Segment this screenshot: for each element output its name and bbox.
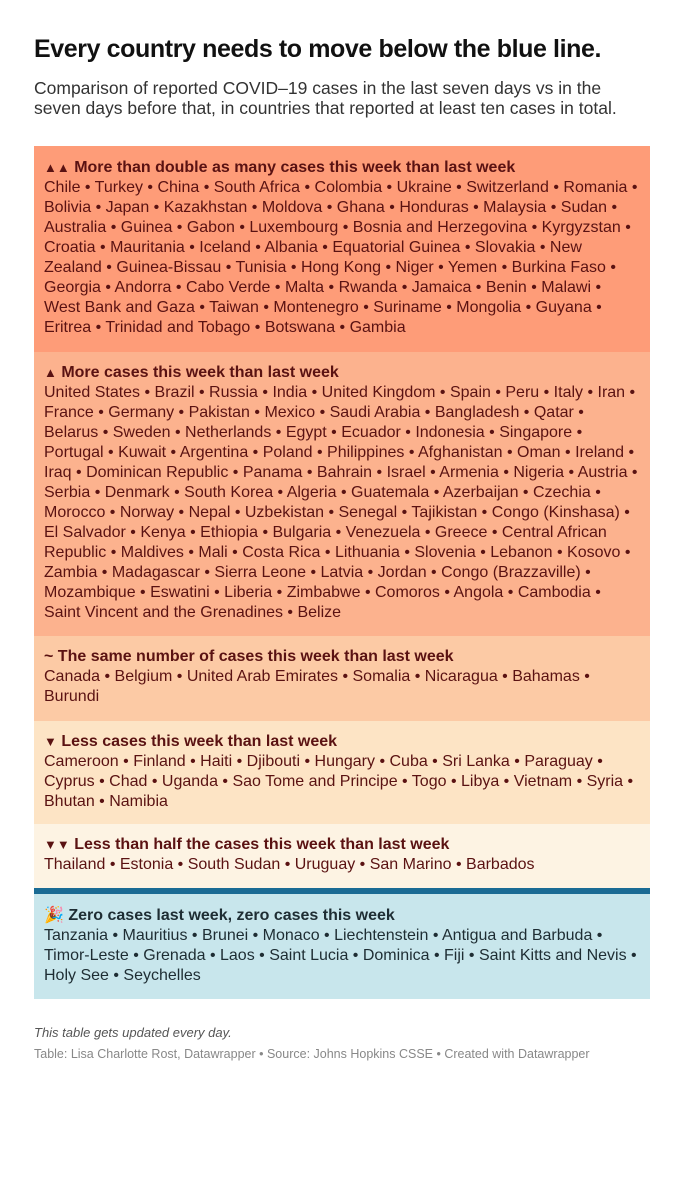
up-triangle-icon: ▲ <box>44 365 57 380</box>
category-heading <box>44 647 640 667</box>
double-down-triangle-icon: ▼▼ <box>44 837 70 852</box>
category-row-zero-cases <box>34 894 650 999</box>
page-title: Every country needs to move below the blue line. <box>34 35 602 63</box>
category-heading <box>44 906 640 926</box>
country-list: Thailand • Estonia • South Sudan • Uruguay • San Marino • Barbados <box>44 856 535 873</box>
country-list: Cameroon • Finland • Haiti • Djibouti • Hungary • Cuba • Sri Lanka • Paraguay • Cyprus • Chad • Uganda • Sao Tome and Principe • Togo • Libya • Vietnam • Syria • Bhutan • Namibia <box>44 753 634 810</box>
double-up-triangle-icon: ▲▲ <box>44 160 70 175</box>
country-list: Canada • Belgium • United Arab Emirates • Somalia • Nicaragua • Bahamas • Burundi <box>44 668 590 705</box>
category-row-decrease <box>34 721 650 824</box>
category-row-double-increase <box>34 146 650 352</box>
source-credit: Table: Lisa Charlotte Rost, Datawrapper • Source: Johns Hopkins CSSE • Created with Datawrapper <box>34 1047 590 1061</box>
category-row-half-decrease <box>34 824 650 888</box>
party-popper-icon: 🎉 <box>44 907 64 924</box>
category-heading-text: More than double as many cases this week than last week <box>74 159 516 176</box>
country-list: Chile • Turkey • China • South Africa • Colombia • Ukraine • Switzerland • Romania • Bolivia • Japan • Kazakhstan • Moldova • Ghana • Honduras • Malaysia • Sudan • Australia • Guinea • Gabon • Luxembourg • Bosnia and Herzegovina • Kyrgyzstan • Croatia • Mauritania • Iceland • Albania • Equatorial Guinea • Slovakia • New Zealand • Guinea-Bissau • Tunisia • Hong Kong • Niger • Yemen • Burkina Faso • Georgia • Andorra • Cabo Verde • Malta • Rwanda • Jamaica • Benin • Malawi • West Bank and Gaza • Taiwan • Montenegro • Suriname • Mongolia • Guyana • Eritrea • Trinidad and Tobago • Botswana • Gambia <box>44 179 638 336</box>
category-heading-text: Less cases this week than last week <box>61 733 338 750</box>
category-heading <box>44 158 640 178</box>
category-table <box>34 146 650 999</box>
country-list: United States • Brazil • Russia • India • United Kingdom • Spain • Peru • Italy • Iran • France • Germany • Pakistan • Mexico • Saudi Arabia • Bangladesh • Qatar • Belarus • Sweden • Netherlands • Egypt • Ecuador • Indonesia • Singapore • Portugal • Kuwait • Argentina • Poland • Philippines • Afghanistan • Oman • Ireland • Iraq • Dominican Republic • Panama • Bahrain • Israel • Armenia • Nigeria • Austria • Serbia • Denmark • South Korea • Algeria • Guatemala • Azerbaijan • Czechia • Morocco • Norway • Nepal • Uzbekistan • Senegal • Tajikistan • Congo (Kinshasa) • El Salvador • Kenya • Ethiopia • Bulgaria • Venezuela • Greece • Central African Republic • Maldives • Mali • Costa Rica • Lithuania • Slovenia • Lebanon • Kosovo • Zambia • Madagascar • Sierra Leone • Latvia • Jordan • Congo (Brazzaville) • Mozambique • Eswatini • Liberia • Zimbabwe • Comoros • Angola • Cambodia • Saint Vincent and the Grenadines • Belize <box>44 384 638 621</box>
country-list: Tanzania • Mauritius • Brunei • Monaco • Liechtenstein • Antigua and Barbuda • Timor-Leste • Grenada • Laos • Saint Lucia • Dominica • Fiji • Saint Kitts and Nevis • Holy See • Seychelles <box>44 927 637 984</box>
tilde-icon: ~ <box>44 648 54 665</box>
category-heading-text: More cases this week than last week <box>61 364 339 381</box>
category-row-increase <box>34 352 650 636</box>
category-heading-text: Zero cases last week, zero cases this week <box>68 907 395 924</box>
category-heading <box>44 363 640 383</box>
category-heading-text: Less than half the cases this week than last week <box>74 836 450 853</box>
category-heading <box>44 732 640 752</box>
category-row-same <box>34 636 650 721</box>
category-heading <box>44 835 640 855</box>
down-triangle-icon: ▼ <box>44 734 57 749</box>
update-note: This table gets updated every day. <box>34 1025 232 1040</box>
page-description: Comparison of reported COVID–19 cases in the last seven days vs in the seven days before that, in countries that reported at least ten cases in total. <box>34 78 617 118</box>
category-heading-text: The same number of cases this week than last week <box>57 648 454 665</box>
